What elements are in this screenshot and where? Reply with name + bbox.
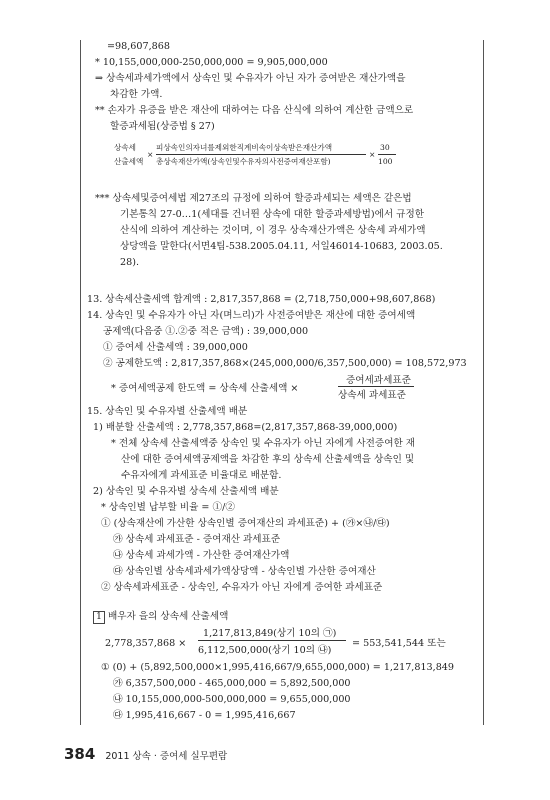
- text-line: 차감한 가액.: [110, 89, 163, 100]
- text-line: 기본통칙 27-0…1(세대를 건너뛴 상속에 대한 할증과세방법)에서 규정한: [120, 209, 424, 220]
- text-line: 2) 상속인 및 수유자별 상속세 산출세액 배분: [93, 486, 279, 497]
- spouse-fraction-numerator: 1,217,813,849(상기 10의 ㉠): [203, 628, 337, 639]
- text-line: * 상속인별 납부할 비율 = ①/②: [101, 502, 235, 513]
- text-line: ㉯ 10,155,000,000-500,000,000 = 9,655,000,000: [113, 694, 351, 705]
- text-line: =98,607,868: [107, 41, 170, 52]
- text-line: ㉰ 1,995,416,667 - 0 = 1,995,416,667: [113, 710, 296, 721]
- spouse-formula-lhs: 2,778,357,868 ×: [105, 638, 187, 649]
- formula-denominator: 총상속재산가액(상속인및수유자의사전증여재산포함): [156, 157, 331, 166]
- item-number-box: 1: [93, 611, 105, 624]
- text-line: ⇒ 상속세과세가액에서 상속인 및 수유자가 아닌 자가 증여받은 재산가액을: [95, 73, 406, 84]
- text-line: * 전체 상속세 산출세액중 상속인 및 수유자가 아닌 자에게 사전증여한 재: [111, 438, 416, 449]
- left-margin-rule: [80, 40, 81, 725]
- page-footer: [64, 744, 227, 763]
- deduction-fraction-denominator: 상속세 과세표준: [338, 390, 406, 401]
- deduction-limit-formula: * 증여세액공제 한도액 = 상속세 산출세액 ×: [111, 383, 299, 394]
- deduction-fraction: [338, 372, 414, 402]
- spouse-heading-label: 배우자 을의 상속세 산출세액: [108, 611, 229, 622]
- text-line: 수유자에게 과세표준 비율대로 배분함.: [121, 470, 282, 481]
- text-line: ** 손자가 유증을 받은 재산에 대하여는 다음 산식에 의하여 계산한 금액으로: [95, 105, 414, 116]
- text-line: 1) 배분할 산출세액 : 2,778,357,868=(2,817,357,868-39,000,000): [93, 422, 398, 433]
- text-line: 공제액(다음중 ①.②중 적은 금액) : 39,000,000: [103, 326, 309, 337]
- formula-rate-denominator: 100: [378, 157, 393, 166]
- section-13: 13. 상속세산출세액 합계액 : 2,817,357,868 = (2,718,750,000+98,607,868): [87, 294, 436, 305]
- spouse-formula-result: = 553,541,544 또는: [352, 638, 446, 649]
- text-line: ㉯ 상속세 과세가액 - 가산한 증여재산가액: [113, 550, 290, 561]
- text-line: ② 공제한도액 : 2,817,357,868×(245,000,000/6,357,500,000) = 108,572,973: [103, 358, 467, 369]
- spouse-heading: [93, 610, 228, 624]
- text-line: ② 상속세과세표준 - 상속인, 수유자가 아닌 자에게 증여한 과세표준: [101, 582, 383, 593]
- text-line: 상당액을 말한다(서면4팀-538.2005.04.11, 서일46014-10683, 2003.05.: [120, 241, 443, 252]
- formula-lhs-bottom: 산출세액: [114, 157, 144, 166]
- text-line: 할증과세됨(상증법 § 27): [110, 121, 215, 132]
- deduction-fraction-numerator: 증여세과세표준: [346, 375, 411, 386]
- text-line: ㉮ 상속세 과세표준 - 증여재산 과세표준: [113, 534, 281, 545]
- surcharge-formula: [114, 140, 434, 174]
- text-line: 28).: [120, 257, 140, 268]
- page-number: 384: [64, 745, 96, 763]
- spouse-fraction-bar: [198, 640, 346, 641]
- text-line: ㉰ 상속인별 상속세과세가액상당액 - 상속인별 가산한 증여재산: [113, 566, 376, 577]
- text-line: ① (상속재산에 가산한 상속인별 증여재산의 과세표준) + (㉮×㉯/㉰): [101, 518, 390, 529]
- formula-numerator: 피상속인의자녀를제외한직계비속이상속받은재산가액: [156, 143, 333, 152]
- formula-times-1: ×: [147, 150, 154, 159]
- text-line: 산식에 의하여 계산하는 것이며, 이 경우 상속재산가액은 상속세 과세가액: [120, 225, 426, 236]
- formula-lhs-top: 상속세: [114, 143, 137, 152]
- spouse-fraction-denominator: 6,112,500,000(상기 10의 ㉯): [198, 645, 332, 656]
- text-line: ㉮ 6,357,500,000 - 465,000,000 = 5,892,500,000: [113, 678, 351, 689]
- text-line: ① (0) + (5,892,500,000×1,995,416,667/9,655,000,000) = 1,217,813,849: [101, 662, 455, 673]
- spouse-fraction: [198, 625, 348, 657]
- text-line: 산에 대한 증여세액공제액을 차감한 후의 상속세 산출세액을 상속인 및: [121, 454, 415, 465]
- right-margin-rule: [483, 40, 484, 725]
- text-line: ① 증여세 산출세액 : 39,000,000: [103, 342, 248, 353]
- formula-times-2: ×: [369, 150, 376, 159]
- section-14: 14. 상속인 및 수유자가 아닌 자(며느리)가 사전증여받은 재산에 대한 증여세액: [87, 310, 416, 321]
- book-title: 2011 상속 · 증여세 실무편람: [105, 751, 228, 762]
- formula-rate-numerator: 30: [380, 143, 390, 152]
- text-line: *** 상속세및증여세법 제27조의 규정에 의하여 할증과세되는 세액은 같은법: [95, 193, 412, 204]
- text-line: * 10,155,000,000-250,000,000 = 9,905,000,000: [95, 57, 328, 68]
- section-15: 15. 상속인 및 수유자별 산출세액 배분: [87, 406, 248, 417]
